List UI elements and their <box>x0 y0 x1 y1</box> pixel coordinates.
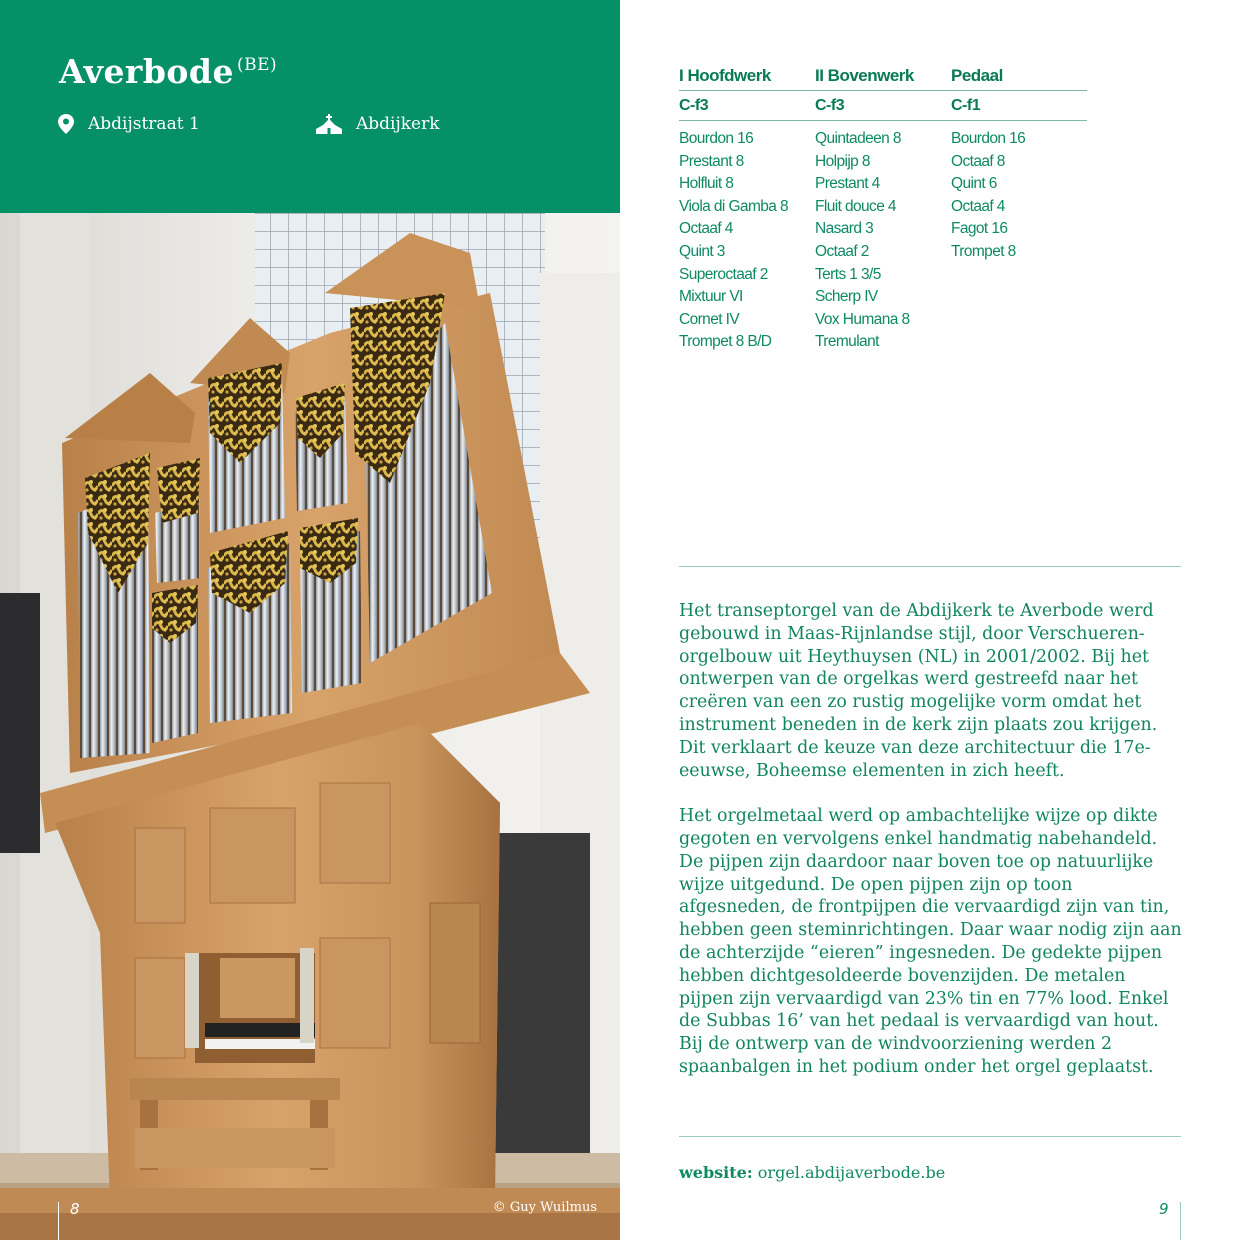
page-rule-right <box>1180 1202 1181 1240</box>
spec-range-3: C-f1 <box>951 97 981 114</box>
stop-item: Viola di Gamba 8 <box>679 197 789 215</box>
stop-item: Trompet 8 <box>951 242 1016 260</box>
stop-item: Scherp IV <box>815 288 878 306</box>
stop-item: Fagot 16 <box>951 220 1008 238</box>
section-divider-top <box>679 566 1181 567</box>
website-line <box>679 1163 945 1182</box>
stops-column-hoofdwerk <box>679 128 815 354</box>
spec-stops <box>679 121 1087 354</box>
page-number-right: 9 <box>1159 1200 1169 1218</box>
organ-specification <box>679 66 1087 354</box>
location-pin-icon <box>58 114 74 134</box>
stop-item: Quint 3 <box>679 242 725 260</box>
spec-range-1: C-f3 <box>679 97 709 114</box>
stop-item: Bourdon 16 <box>679 130 754 147</box>
stop-item: Vox Humana 8 <box>815 310 910 328</box>
church-info <box>316 114 440 134</box>
page-rule-left <box>58 1202 59 1240</box>
church-icon <box>316 114 342 134</box>
stop-item: Octaaf 2 <box>815 242 869 260</box>
stop-item: Superoctaaf 2 <box>679 265 768 283</box>
stop-item: Fluit douce 4 <box>815 197 896 215</box>
spec-heading-1: I Hoofdwerk <box>679 66 771 85</box>
description <box>679 600 1184 1102</box>
section-divider-bottom <box>679 1136 1181 1137</box>
stop-item: Quint 6 <box>951 175 997 193</box>
stop-item: Octaaf 4 <box>951 197 1005 215</box>
stop-item: Tremulant <box>815 333 879 351</box>
spec-heading-3: Pedaal <box>951 66 1003 85</box>
stop-item: Cornet IV <box>679 310 740 328</box>
stop-item: Terts 1 3/5 <box>815 265 881 283</box>
title-text: Averbode <box>59 52 234 91</box>
spec-headings <box>679 66 1087 90</box>
page-title <box>59 52 277 91</box>
website-label: website: <box>679 1163 753 1182</box>
country-code: (BE) <box>236 55 278 75</box>
stop-item: Bourdon 16 <box>951 130 1026 147</box>
description-paragraph-1: Het transeptorgel van de Abdijkerk te Averbode werd gebouwd in Maas-Rijnlandse stijl, door Verschueren-orgelbouw uit Heythuysen (NL) in 2001/2002. Bij het ontwerpen van de orgelkas werd gestreefd naar het creëren van een zo rustig mogelijke vorm omdat het instrument beneden in de kerk zijn plaats zou krijgen. Dit verklaart de keuze van deze architectuur die 17e-eeuwse, Boheemse elementen in zich heeft. <box>679 601 1158 781</box>
page-number-left: 8 <box>70 1200 80 1218</box>
stops-column-pedaal <box>951 128 1087 354</box>
address-text: Abdijstraat 1 <box>88 114 200 134</box>
stop-item: Mixtuur VI <box>679 288 743 306</box>
organ-photo <box>0 213 620 1240</box>
spec-ranges <box>679 91 1087 120</box>
stop-item: Nasard 3 <box>815 220 874 238</box>
spec-range-2: C-f3 <box>815 97 845 114</box>
church-text: Abdijkerk <box>356 114 440 134</box>
stops-column-bovenwerk <box>815 128 951 354</box>
stop-item: Trompet 8 B/D <box>679 333 772 351</box>
stop-item: Quintadeen 8 <box>815 130 901 147</box>
description-paragraph-2: Het orgelmetaal werd op ambachtelijke wijze op dikte gegoten en vervolgens enkel handmatig nabehandeld. De pijpen zijn daardoor naar boven toe op natuurlijke wijze uitgedund. De open pijpen zijn op toon afgesneden, de frontpijpen die vervaardigd zijn van tin, hebben geen steminrichtingen. Daar waar nodig zijn aan de achterzijde “eieren” ingesneden. De gedekte pijpen hebben dichtgesoldeerde bovenzijden. De metalen pijpen zijn vervaardigd van 23% tin en 77% lood. Enkel de Subbas 16’ van het pedaal is vervaardigd van hout. Bij de ontwerp van de windvoorziening werden 2 spaanbalgen in het podium onder het orgel geplaatst. <box>679 806 1182 1077</box>
header-band <box>0 0 620 213</box>
stop-item: Holfluit 8 <box>679 175 734 193</box>
spec-heading-2: II Bovenwerk <box>815 66 914 85</box>
website-link[interactable]: orgel.abdijaverbode.be <box>757 1163 946 1182</box>
stop-item: Prestant 4 <box>815 175 880 193</box>
stop-item: Octaaf 4 <box>679 220 733 238</box>
stop-item: Holpijp 8 <box>815 152 870 170</box>
stop-item: Prestant 8 <box>679 152 744 170</box>
stop-item: Octaaf 8 <box>951 152 1005 170</box>
photo-credit: © Guy Wuilmus <box>492 1200 597 1215</box>
address-info <box>58 114 200 134</box>
